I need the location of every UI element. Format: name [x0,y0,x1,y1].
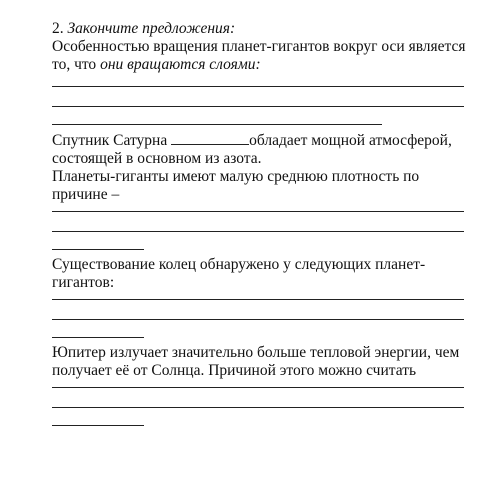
q2-line1-start: Спутник Сатурна [52,132,172,149]
q1-line2-start: то, что [52,56,101,73]
q5-line2: получает её от Солнца. Причиной этого можно считать [52,362,417,379]
task-number: 2. [52,20,64,37]
q1-line2 [52,56,472,74]
task-heading [52,20,472,38]
q1-answer: они вращаются слоями: [100,56,261,73]
q2-line1-end: обладает мощной атмосферой, [249,132,452,149]
answer-line-q5-3[interactable] [52,425,144,426]
q3-line1: Планеты-гиганты имеют малую среднюю плотность по [52,168,420,185]
task-title: Закончите предложения: [67,20,236,37]
q4-line1: Существование колец обнаружено у следующих планет- [52,256,426,273]
q3-line2: причине – [52,186,120,203]
worksheet [52,18,472,426]
q4-line2: гигантов: [52,274,115,291]
q2-blank[interactable] [171,131,249,145]
q1-line1: Особенностью вращения планет-гигантов вокруг оси является [52,38,466,55]
q5-line1: Юпитер излучает значительно больше тепловой энергии, чем [52,344,460,361]
q2-line1 [52,131,472,150]
q2-line2: состоящей в основном из азота. [52,150,262,167]
